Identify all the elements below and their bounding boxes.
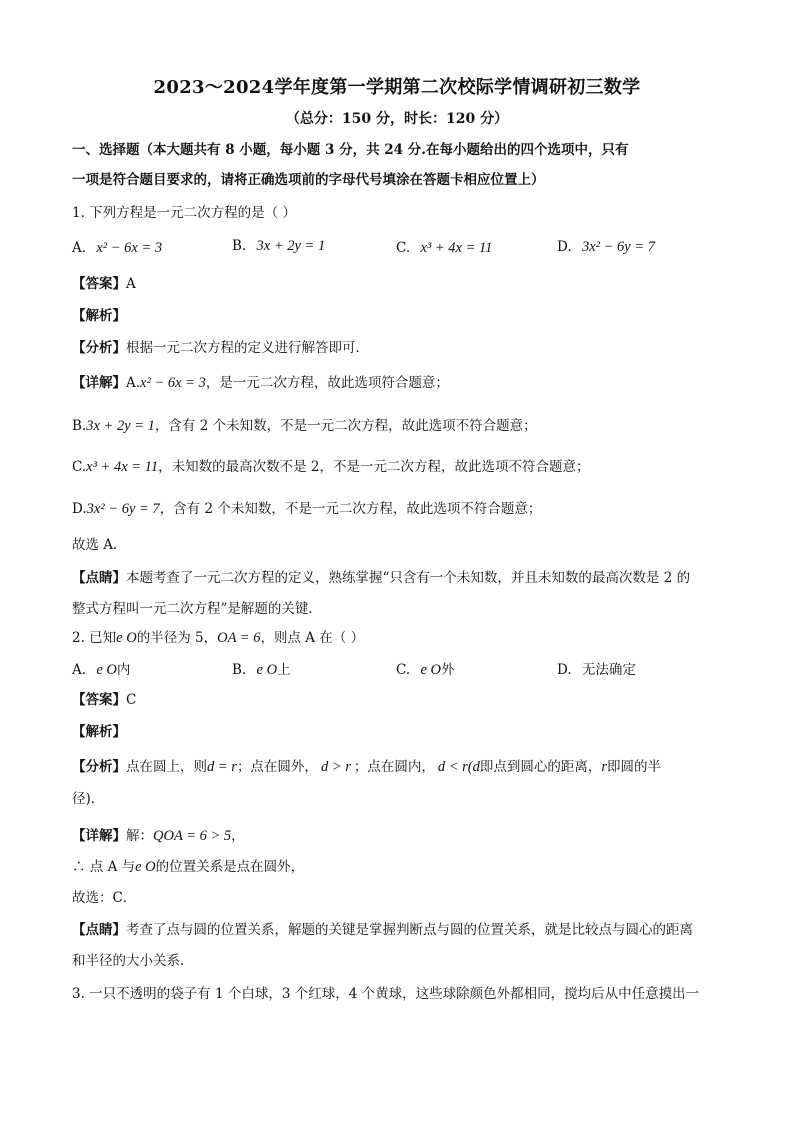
option-letter: A. [72,240,87,256]
analysis-tag: 【分析】 [72,340,126,356]
stem-prefix: 2. 已知 [72,630,117,646]
q1-stem: 1. 下列方程是一元二次方程的是（ ） [72,205,296,221]
detail-text: ，含有 2 个未知数，不是一元二次方程，故此选项不符合题意； [159,501,542,517]
stem-suffix: ，则点 A 在（ ） [260,630,365,646]
q2-option-d [557,660,636,680]
q2-analysis-line1 [72,757,661,777]
analysis-text: ；点在圆外， [236,759,318,775]
detail-expr: x² − 6x = 3 [140,375,206,391]
page-subtitle: （总分：150 分，时长：120 分） [285,111,509,127]
q2-option-b [232,660,291,680]
option-text: 外 [440,662,455,678]
analysis-expr: d > r [320,759,351,775]
q1-detail-c [72,457,590,477]
section-heading-line2: 一项是符合题目要求的，请将正确选项前的字母代号填涂在答题卡相应位置上） [72,172,545,188]
option-letter: B. [232,662,247,678]
circle-symbol: e O [116,630,137,646]
option-expr: x² − 6x = 3 [96,240,163,256]
detail-text: ，是一元二次方程，故此选项符合题意； [205,375,449,391]
analysis-expr: d = r [207,759,237,775]
remark-tag: 【点睛】 [72,570,126,586]
q2-conclusion: 故选：C． [72,890,137,906]
detail-text: ，含有 2 个未知数，不是一元二次方程，故此选项不符合题意； [154,418,537,434]
option-letter: C. [396,662,411,678]
q2-analysis-line2: 径)． [72,791,105,807]
stem-middle: 的半径为 5， [136,630,218,646]
circle-symbol: e O [135,859,156,875]
section-heading-line1: 一、选择题（本大题共有 8 小题，每小题 3 分，共 24 分.在每小题给出的四个选项中，只有 [72,142,629,158]
q1-jiexi-tag: 【解析】 [72,308,126,324]
option-text: 内 [116,662,131,678]
detail-expr: 3x² − 6y = 7 [86,501,160,517]
analysis-text: 点在圆上，则 [126,759,207,775]
detail-expr: x³ + 4x = 11 [86,459,159,475]
option-expr: 3x + 2y = 1 [256,238,326,254]
remark-tag: 【点睛】 [72,922,126,938]
q1-analysis [72,338,369,358]
therefore-suffix: 的位置关系是点在圆外， [155,859,305,875]
q2-answer [72,690,136,710]
option-letter: A. [72,662,87,678]
q1-answer [72,274,136,294]
detail-prefix: B. [72,418,87,434]
detail-prefix: A. [126,375,141,391]
option-text: 上 [277,662,291,678]
answer-tag: 【答案】 [72,692,126,708]
option-expr: 3x² − 6y = 7 [581,239,655,255]
option-text: 无法确定 [581,662,636,678]
remark-text: 考查了点与圆的位置关系，解题的关键是掌握判断点与圆的位置关系，就是比较点与圆心的距离 [126,922,693,938]
q1-detail-a [72,373,449,393]
q1-conclusion: 故选 A． [72,537,127,553]
page-title: 2023～2024学年度第一学期第二次校际学情调研初三数学 [153,77,641,98]
option-letter: C. [396,240,411,256]
q1-option-d [557,237,655,257]
option-letter: D. [557,662,572,678]
analysis-expr: r [601,759,608,775]
q1-remark-line2: 整式方程叫一元二次方程”是解题的关键． [72,601,322,617]
analysis-expr: d < r(d [437,759,480,775]
q1-detail-d [72,499,541,519]
q2-jiexi-tag: 【解析】 [72,724,126,740]
detail-tag: 【详解】 [72,828,126,844]
stem-expr: OA = 6 [217,630,261,646]
q2-remark-line1 [72,920,693,940]
q1-option-b [232,236,325,256]
q2-option-a [72,660,130,680]
q3-stem: 3. 一只不透明的袋子有 1 个白球，3 个红球，4 个黄球，这些球除颜色外都相同，搅均后从中任意摸出一 [72,986,700,1002]
detail-suffix: ， [231,828,245,844]
therefore-prefix: ∴ 点 A 与 [72,859,136,875]
analysis-text: ；点在圆内， [353,759,435,775]
analysis-text: 即圆的半 [607,759,662,775]
q1-remark-line1 [72,568,690,588]
detail-text: ，未知数的最高次数不是 2，不是一元二次方程，故此选项不符合题意； [158,459,590,475]
detail-expr: 3x + 2y = 1 [86,418,155,434]
q1-detail-b [72,416,537,436]
analysis-text: 即点到圆心的距离， [479,759,602,775]
circle-symbol: e O [420,662,441,678]
answer-value: C [126,692,137,708]
q2-detail [72,826,245,846]
option-letter: B. [232,238,247,254]
q1-option-c [396,238,492,258]
detail-tag: 【详解】 [72,375,126,391]
analysis-tag: 【分析】 [72,759,126,775]
q2-option-c [396,660,454,680]
q1-option-a [72,238,162,258]
answer-value: A [126,276,136,292]
q2-therefore [72,857,304,877]
answer-tag: 【答案】 [72,276,126,292]
detail-prefix: C. [72,459,87,475]
q2-stem [72,628,364,648]
detail-prefix: 解： [126,828,153,844]
detail-expr: QOA = 6 > 5 [153,828,232,844]
option-letter: D. [557,239,572,255]
analysis-text: 根据一元二次方程的定义进行解答即可． [126,340,369,356]
remark-text: 本题考查了一元二次方程的定义，熟练掌握“只含有一个未知数，并且未知数的最高次数是 2 的 [126,570,691,586]
circle-symbol: e O [96,662,117,678]
detail-prefix: D. [72,501,87,517]
option-expr: x³ + 4x = 11 [420,240,493,256]
q2-remark-line2: 和半径的大小关系． [72,953,194,969]
circle-symbol: e O [256,662,278,678]
